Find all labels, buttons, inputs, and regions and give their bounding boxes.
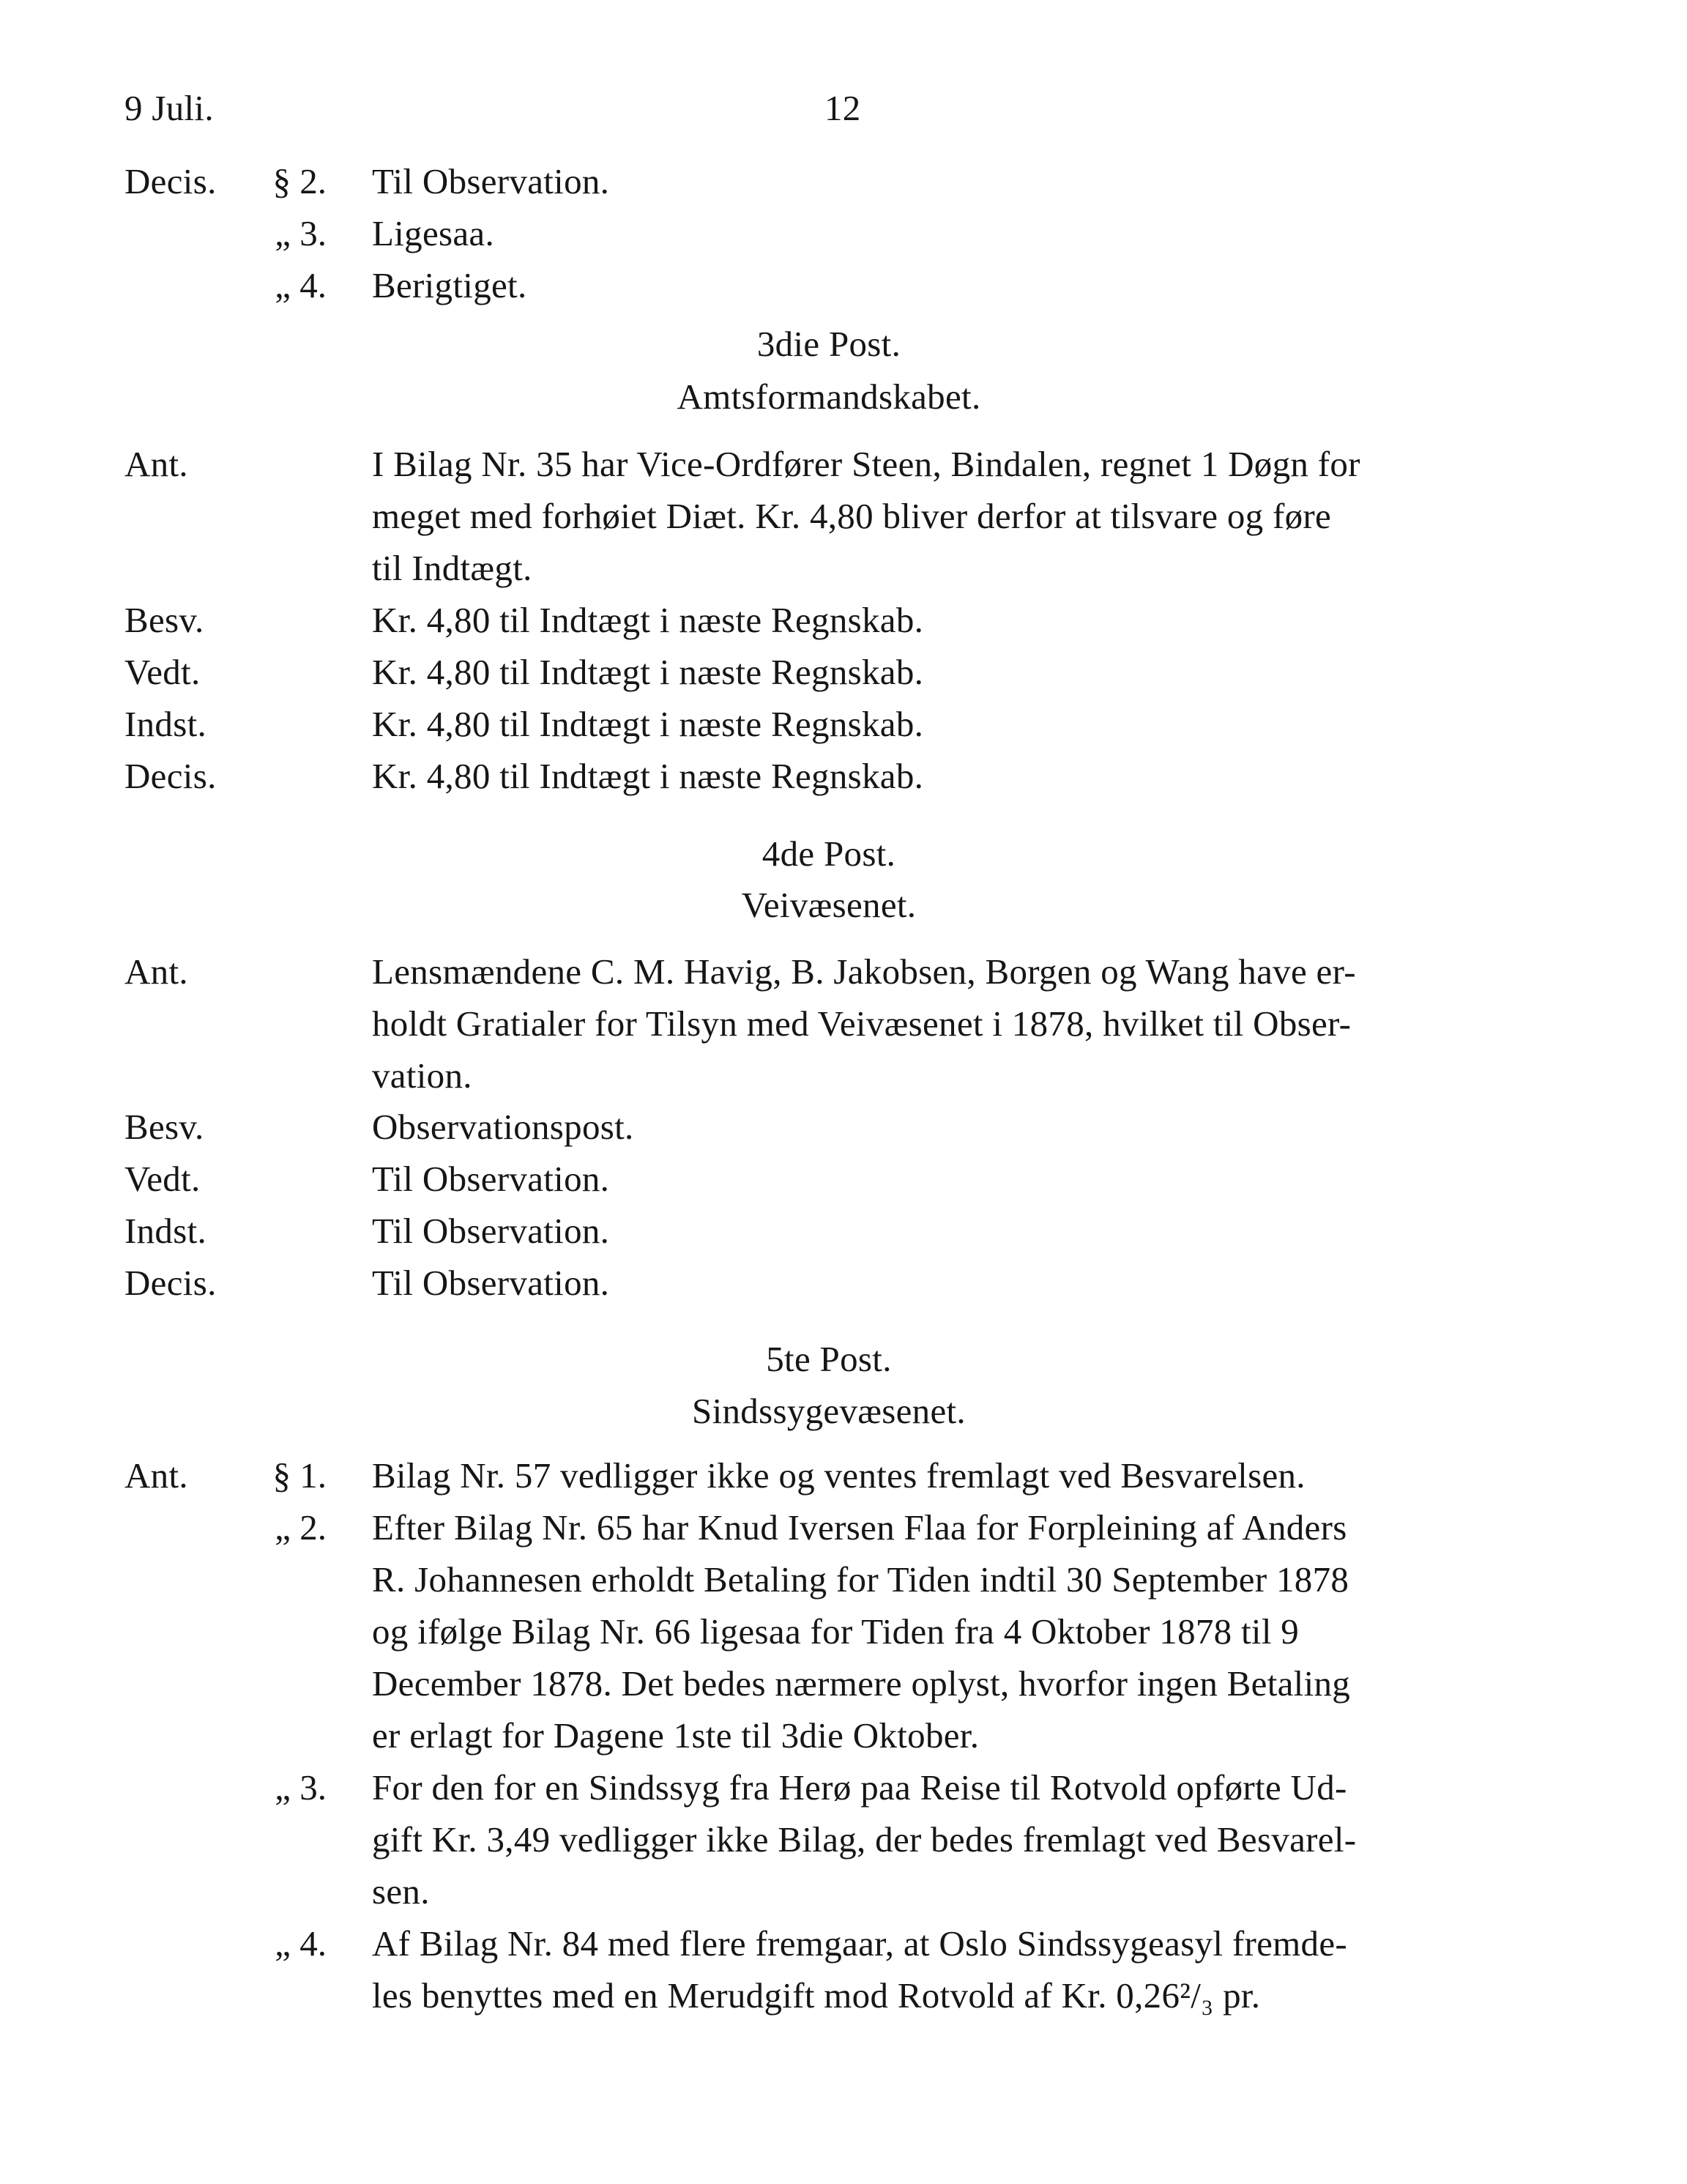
section-marker: § 2.	[272, 161, 327, 201]
page-number: 12	[824, 88, 861, 128]
section-marker: „ 4.	[275, 265, 327, 305]
body-line: les benyttes med en Merudgift mod Rotvold af Kr. 0,26²/₃ pr.	[372, 1975, 1261, 2016]
block-line: Berigtiget.	[372, 265, 527, 305]
entry-text: Kr. 4,80 til Indtægt i næste Regnskab.	[372, 652, 924, 692]
margin-label: Indst.	[124, 1211, 207, 1251]
entry-text: Observationspost.	[372, 1107, 634, 1147]
margin-label: Besv.	[124, 600, 204, 640]
entry-text: Kr. 4,80 til Indtægt i næste Regnskab.	[372, 756, 924, 796]
body-line: er erlagt for Dagene 1ste til 3die Oktober.	[372, 1715, 980, 1756]
block-line: Ligesaa.	[372, 213, 495, 253]
body-line: holdt Gratialer for Tilsyn med Veivæsenet i 1878, hvilket til Obser-	[372, 1003, 1352, 1044]
post-heading: 4de Post.	[761, 833, 896, 874]
entry-text: Kr. 4,80 til Indtægt i næste Regnskab.	[372, 704, 924, 744]
body-line: December 1878. Det bedes nærmere oplyst, hvorfor ingen Betaling	[372, 1663, 1351, 1704]
margin-label: Decis.	[124, 1263, 217, 1303]
section-marker: „ 2.	[275, 1507, 327, 1548]
margin-label: Indst.	[124, 704, 207, 744]
body-line: gift Kr. 3,49 vedligger ikke Bilag, der bedes fremlagt ved Besvarel-	[372, 1819, 1357, 1860]
body-line: til Indtægt.	[372, 548, 532, 588]
page-date: 9 Juli.	[124, 88, 214, 128]
entry-text: Til Observation.	[372, 1211, 610, 1251]
body-line: vation.	[372, 1055, 472, 1096]
section-marker: „ 3.	[275, 213, 327, 253]
post-subheading: Sindssygevæsenet.	[692, 1391, 966, 1431]
body-line: Efter Bilag Nr. 65 har Knud Iversen Flaa for Forpleining af Anders	[372, 1507, 1347, 1548]
post-heading: 5te Post.	[766, 1339, 892, 1379]
margin-label: Besv.	[124, 1107, 204, 1147]
body-line: sen.	[372, 1871, 430, 1912]
body-line: For den for en Sindssyg fra Herø paa Reise til Rotvold opførte Ud-	[372, 1767, 1347, 1808]
body-line: I Bilag Nr. 35 har Vice-Ordfører Steen, Bindalen, regnet 1 Døgn for	[372, 444, 1360, 484]
section-marker: § 1.	[272, 1455, 327, 1496]
body-line: R. Johannesen erholdt Betaling for Tiden indtil 30 September 1878	[372, 1559, 1349, 1600]
margin-label: Decis.	[124, 756, 217, 796]
section-marker: „ 3.	[275, 1767, 327, 1808]
margin-label: Vedt.	[124, 652, 201, 692]
section-marker: „ 4.	[275, 1923, 327, 1964]
margin-label-decis: Decis.	[124, 161, 217, 201]
margin-label-ant: Ant.	[124, 951, 188, 992]
margin-label-ant: Ant.	[124, 1455, 188, 1496]
entry-text: Kr. 4,80 til Indtægt i næste Regnskab.	[372, 600, 924, 640]
block-line: Til Observation.	[372, 161, 610, 201]
body-line: Bilag Nr. 57 vedligger ikke og ventes fremlagt ved Besvarelsen.	[372, 1455, 1306, 1496]
post-subheading: Amtsformandskabet.	[677, 376, 981, 417]
post-subheading: Veivæsenet.	[741, 885, 917, 925]
entry-text: Til Observation.	[372, 1263, 610, 1303]
body-line: meget med forhøiet Diæt. Kr. 4,80 bliver derfor at tilsvare og føre	[372, 496, 1332, 536]
body-line: Af Bilag Nr. 84 med flere fremgaar, at Oslo Sindssygeasyl fremde-	[372, 1923, 1347, 1964]
margin-label: Vedt.	[124, 1159, 201, 1199]
post-heading: 3die Post.	[756, 324, 901, 364]
entry-text: Til Observation.	[372, 1159, 610, 1199]
body-line: og ifølge Bilag Nr. 66 ligesaa for Tiden fra 4 Oktober 1878 til 9	[372, 1611, 1300, 1652]
body-line: Lensmændene C. M. Havig, B. Jakobsen, Borgen og Wang have er-	[372, 951, 1356, 992]
margin-label-ant: Ant.	[124, 444, 188, 484]
